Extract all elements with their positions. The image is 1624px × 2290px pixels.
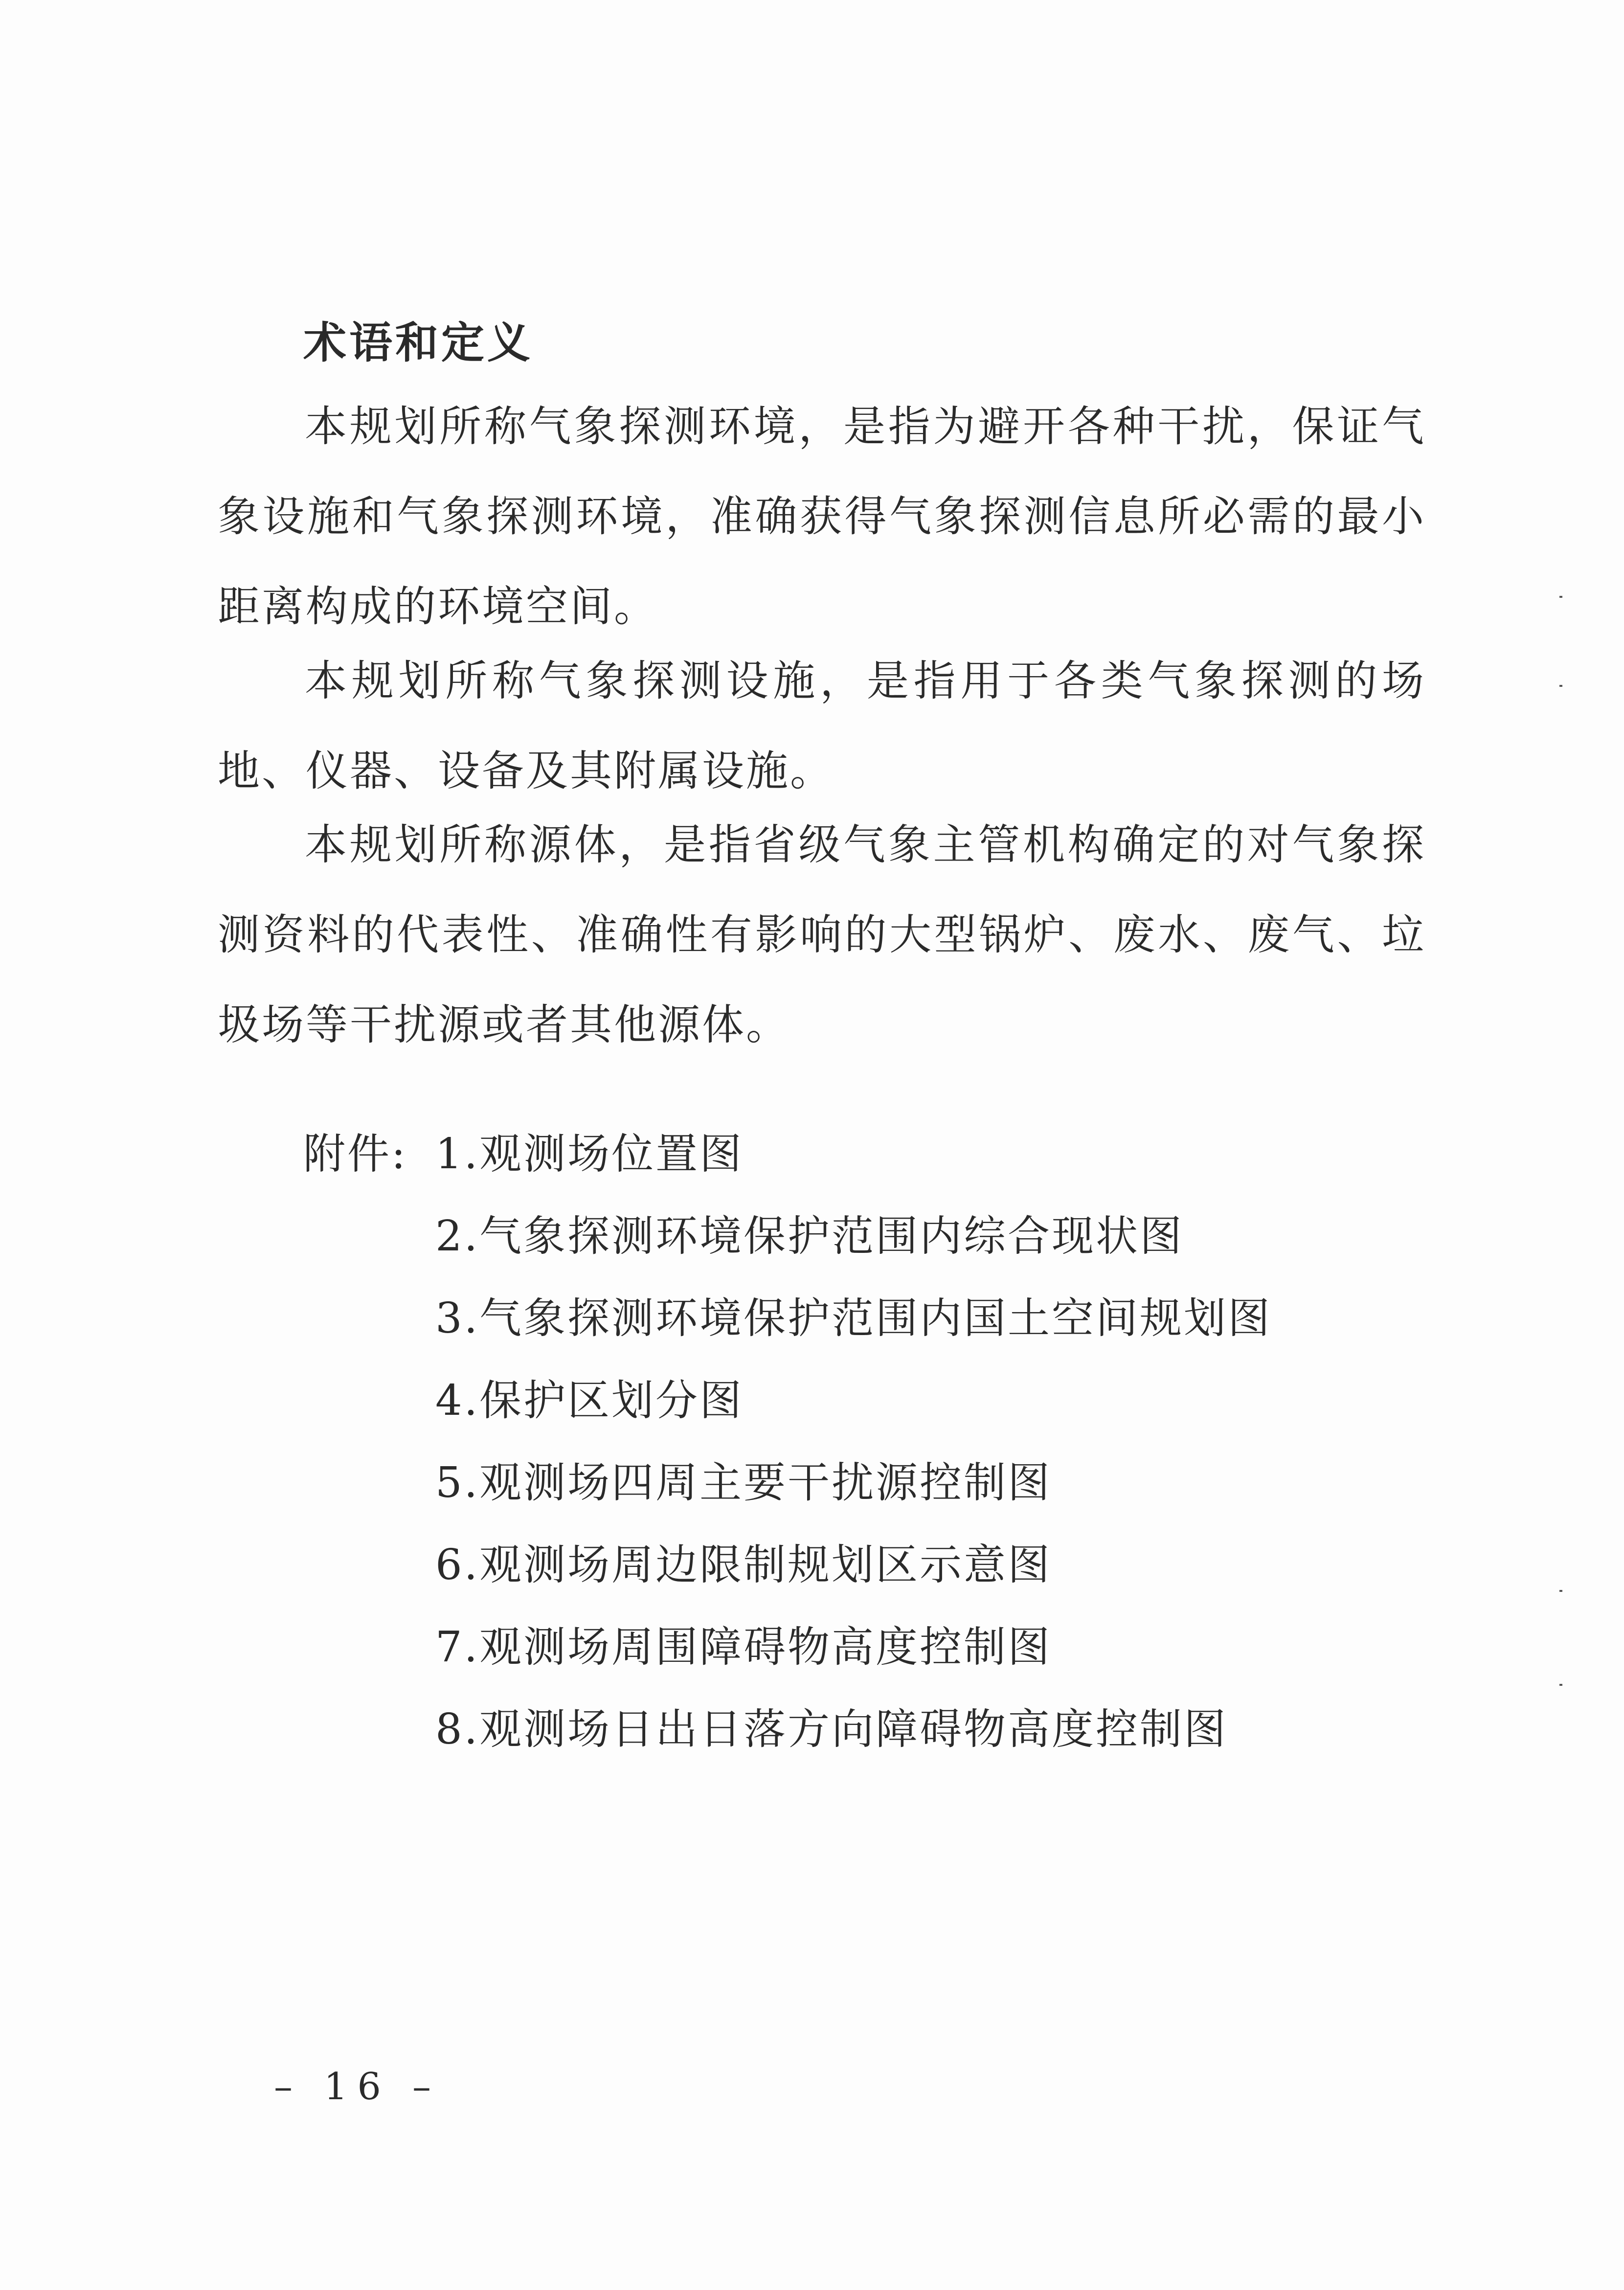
attachment-item: 1.观测场位置图: [435, 1130, 744, 1179]
definition-paragraph: 本规划所称气象探测环境，是指为避开各种干扰，保证气象设施和气象探测环境，准确获得气象探测信息所必需的最小距离构成的环境空间。: [218, 402, 1426, 631]
attachment-item: 6.观测场周边限制规划区示意图: [435, 1541, 1052, 1589]
attachment-item: 4.保护区划分图: [435, 1376, 744, 1425]
definition-paragraph: 本规划所称气象探测设施，是指用于各类气象探测的场地、仪器、设备及其附属设施。: [218, 657, 1426, 795]
scan-speck: [1559, 1684, 1562, 1686]
page-number: – 16 –: [274, 2064, 441, 2108]
attachment-item: 2.气象探测环境保护范围内综合现状图: [435, 1212, 1184, 1261]
scan-speck: [1559, 596, 1562, 598]
attachment-item: 7.观测场周围障碍物高度控制图: [435, 1623, 1052, 1672]
attachment-item: 3.气象探测环境保护范围内国土空间规划图: [435, 1294, 1272, 1343]
scan-speck: [1559, 1590, 1562, 1592]
attachment-item: 5.观测场四周主要干扰源控制图: [435, 1458, 1052, 1507]
attachments-list: [435, 1113, 1272, 1770]
attachment-item: 8.观测场日出日落方向障碍物高度控制图: [435, 1705, 1228, 1754]
scan-speck: [1559, 685, 1562, 687]
definition-paragraph: 本规划所称源体，是指省级气象主管机构确定的对气象探测资料的代表性、准确性有影响的大型锅炉、废水、废气、垃圾场等干扰源或者其他源体。: [218, 820, 1426, 1049]
attachments-label: 附件:: [303, 1130, 407, 1179]
section-heading: 术语和定义: [303, 317, 534, 368]
